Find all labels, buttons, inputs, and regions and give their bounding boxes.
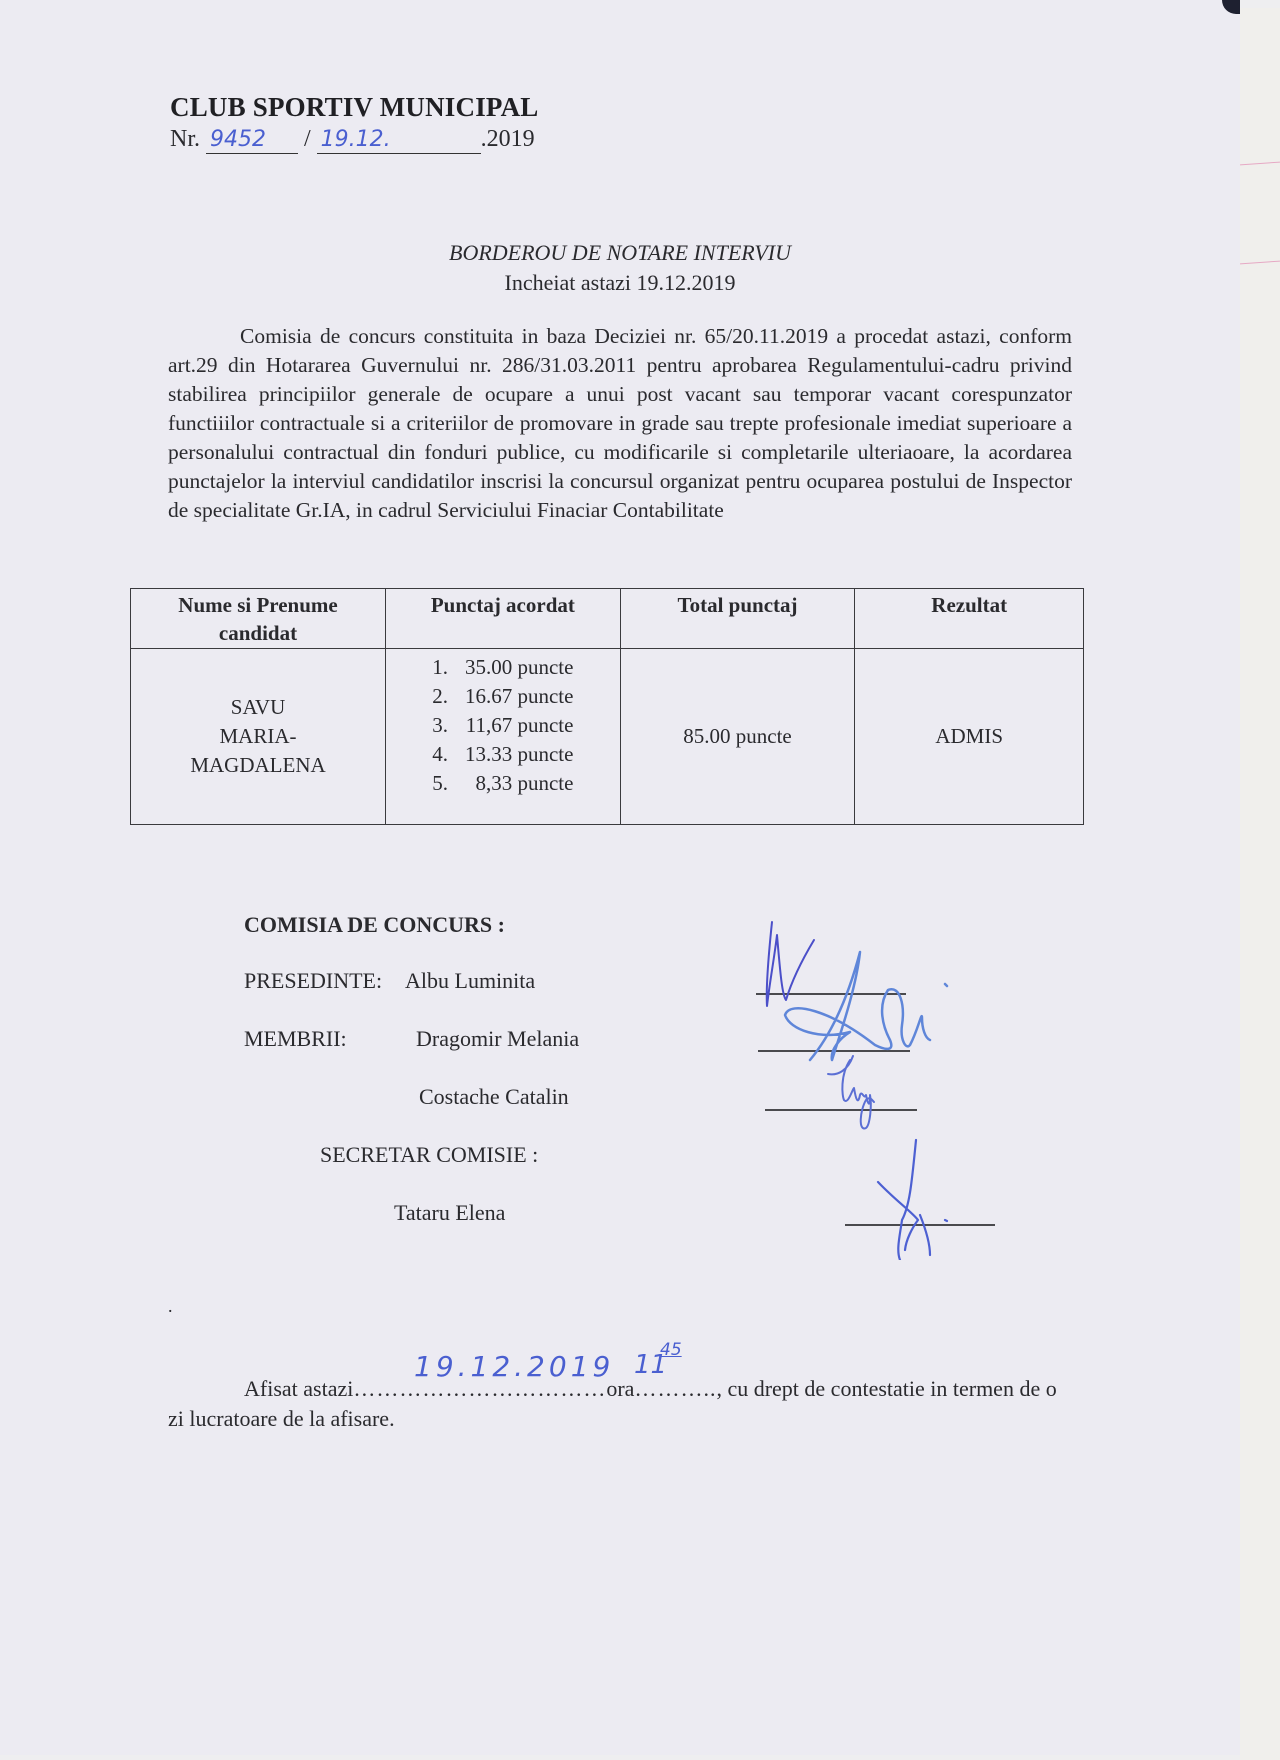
- score-value: 13.33: [464, 742, 513, 766]
- nr-number-field: [206, 126, 298, 154]
- score-index: 3.: [432, 713, 448, 737]
- score-value: 16.67: [464, 684, 513, 708]
- registration-number: [170, 126, 535, 154]
- score-unit: puncte: [517, 655, 574, 679]
- total-score: 85.00 puncte: [620, 649, 855, 825]
- awarded-scores: [386, 649, 621, 825]
- score-value: 11,67: [465, 713, 513, 737]
- score-index: 5.: [432, 771, 448, 795]
- col-header-total: Total punctaj: [620, 589, 855, 649]
- handwritten-number: 9452: [210, 127, 266, 152]
- signature-secretary-icon: [878, 1140, 947, 1260]
- posted-label: Afisat astazi: [244, 1376, 354, 1401]
- col-header-name: [131, 589, 386, 649]
- score-unit: puncte: [517, 684, 574, 708]
- secretary-label: SECRETAR COMISIE :: [320, 1142, 539, 1167]
- handwritten-posted-date: 19.12.2019: [414, 1350, 615, 1383]
- name-line: MAGDALENA: [190, 753, 326, 777]
- score-item: [432, 682, 573, 711]
- score-index: 2.: [432, 684, 448, 708]
- score-item: [432, 711, 573, 740]
- nr-prefix: Nr.: [170, 126, 200, 152]
- secretary-name: Tataru Elena: [394, 1200, 506, 1225]
- stray-dot: .: [168, 1296, 173, 1316]
- handwritten-date: 19.12.: [320, 127, 391, 152]
- score-unit: puncte: [517, 713, 574, 737]
- members-label: MEMBRII:: [244, 1026, 347, 1051]
- nr-year: .2019: [480, 126, 535, 152]
- col-header-scores: Punctaj acordat: [386, 589, 621, 649]
- document-title: BORDEROU DE NOTARE INTERVIU: [449, 240, 791, 265]
- result-status: ADMIS: [855, 649, 1084, 825]
- table-row: [131, 649, 1084, 825]
- score-item: [432, 740, 573, 769]
- score-item: [432, 653, 573, 682]
- president-label: PRESEDINTE:: [244, 968, 383, 993]
- member-2-name: Costache Catalin: [419, 1084, 569, 1109]
- scan-edge: [1240, 8, 1280, 1760]
- scan-corner: [1222, 0, 1240, 14]
- notice-tail: , cu drept de contestatie in termen de o zi lucratoare de la afisare.: [168, 1376, 1057, 1431]
- nr-separator: /: [304, 126, 311, 152]
- body-paragraph: Comisia de concurs constituita in baza Deciziei nr. 65/20.11.2019 a procedat astazi, conform art.29 din Hotararea Guvernului nr. 286/31.03.2011 pentru aprobarea Regulamentului-cadru privind stabilirea principiilor generale de ocupare a unui post vacant sau temporar vacant corespunzator functiiilor contractuale si a criteriilor de promovare in grade sau trepte profesionale imediat superioare a personalului contractual din fonduri publice, cu modificarile si completarile ulteriaoare, la acordarea punctajelor la interviul candidatilor inscrisi la concursul organizat pentru ocuparea postului de Inspector de specialitate Gr.IA, in cadrul Serviciului Finaciar Contabilitate: [168, 324, 1072, 522]
- organization-name: CLUB SPORTIV MUNICIPAL: [170, 92, 539, 122]
- signatures: [660, 900, 1020, 1260]
- president-name: Albu Luminita: [405, 968, 536, 993]
- table-header-row: [131, 589, 1084, 649]
- handwritten-posted-hour: 11: [634, 1350, 668, 1380]
- score-index: 4.: [432, 742, 448, 766]
- nr-date-field: [317, 126, 481, 154]
- signature-member-1-icon: [785, 952, 947, 1060]
- score-value: 8,33: [475, 771, 513, 795]
- posted-date-field: ……………………………: [353, 1376, 607, 1401]
- score-value: 35.00: [464, 655, 513, 679]
- score-index: 1.: [432, 655, 448, 679]
- document-subtitle: Incheiat astazi 19.12.2019: [504, 270, 736, 295]
- candidate-name: [131, 649, 386, 825]
- score-item: [432, 769, 573, 798]
- committee-title: COMISIA DE CONCURS :: [244, 912, 505, 937]
- score-unit: puncte: [517, 742, 574, 766]
- score-list: [432, 653, 573, 798]
- posted-time-field: ………..: [634, 1376, 717, 1401]
- name-line: MARIA-: [219, 724, 297, 748]
- results-table: [130, 588, 1084, 825]
- header-line: Nume si Prenume: [178, 593, 338, 617]
- col-header-result: Rezultat: [855, 589, 1084, 649]
- handwritten-posted-minutes: 45: [660, 1340, 682, 1360]
- time-label: ora: [606, 1376, 635, 1401]
- posting-notice: [168, 1374, 1072, 1434]
- signature-president-icon: [767, 922, 814, 1006]
- member-1-name: Dragomir Melania: [416, 1026, 580, 1051]
- name-line: SAVU: [230, 695, 286, 719]
- score-unit: puncte: [517, 771, 574, 795]
- header-line: candidat: [218, 621, 298, 645]
- signature-member-2-icon: [828, 1056, 874, 1128]
